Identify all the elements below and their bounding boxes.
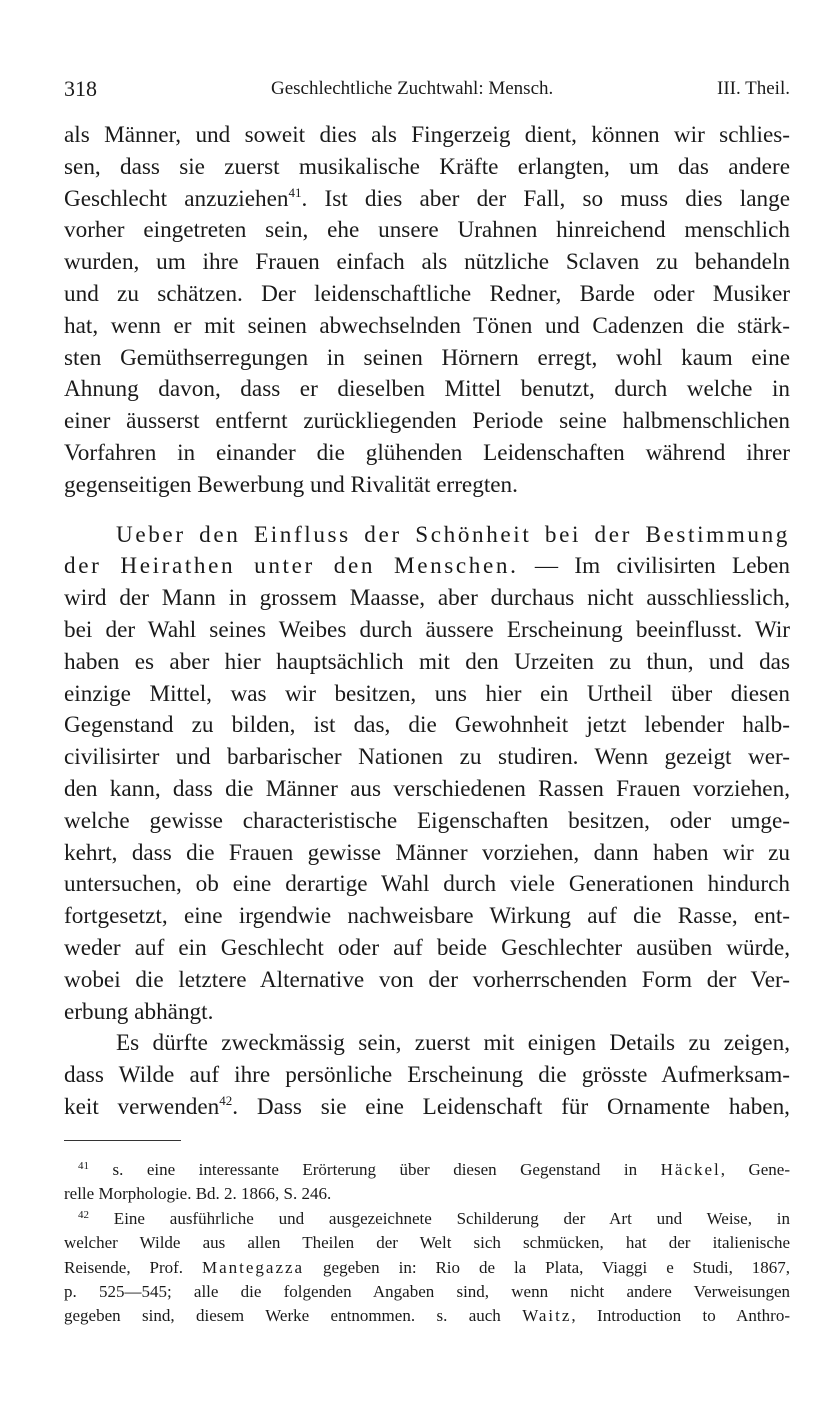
text-line: einzige Mittel, was wir besitzen, uns hier ein Urtheil über diesen — [64, 680, 790, 707]
footnote-mark: 42 — [78, 1208, 89, 1221]
text-line — [64, 551, 790, 583]
text-line: welche gewisse characteristische Eigenschaften besitzen, oder umge- — [64, 807, 790, 834]
text-line: sen, dass sie zuerst musikalische Kräfte erlangten, um das andere — [64, 153, 790, 180]
text-line: einer äusserst entfernt zurückliegenden Periode seine halbmenschlichen — [64, 408, 790, 435]
footnote-line: welcher Wilde aus allen Theilen der Welt sich schmücken, hat der italienische — [64, 1233, 790, 1253]
footnote-line — [64, 1207, 790, 1231]
text-line: gegenseitigen Bewerbung und Rivalität erregten. — [64, 471, 518, 498]
text-line: Gegenstand zu bilden, ist das, die Gewohnheit jetzt lebender halb- — [64, 712, 790, 739]
footnote-41 — [64, 1158, 790, 1207]
section-heading-end: der Heirathen unter den Menschen. — [64, 553, 519, 580]
text-line: fortgesetzt, eine irgendwie nachweisbare Wirkung auf die Rasse, ent- — [64, 903, 790, 930]
text-line: wurden, um ihre Frauen einfach als nützliche Sclaven zu behandeln — [64, 249, 790, 276]
text-segment: gegeben in: Rio de la Plata, Viaggi e Studi, 1867, — [304, 1257, 791, 1277]
text-segment: Reisende, Prof. — [64, 1257, 202, 1277]
paragraph-2 — [64, 520, 790, 1029]
page-number: 318 — [64, 76, 97, 101]
text-line: haben es aber hier hauptsächlich mit den Urzeiten zu thun, und das — [64, 648, 790, 675]
text-line — [64, 1092, 790, 1124]
text-line: Vorfahren in einander die glühenden Leidenschaften während ihrer — [64, 439, 790, 466]
text-segment: — Im civilisirten Leben — [518, 553, 790, 580]
text-line: civilisirter und barbarischer Nationen zu studiren. Wenn gezeigt wer- — [64, 744, 790, 771]
text-line: untersuchen, ob eine derartige Wahl durch viele Generationen hindurch — [64, 871, 790, 898]
text-line: bei der Wahl seines Weibes durch äussere Erscheinung beeinflusst. Wir — [64, 616, 790, 643]
footnote-line: relle Morphologie. Bd. 2. 1866, S. 246. — [64, 1184, 332, 1204]
text-segment: Eine ausführliche und ausgezeichnete Schilderung der Art und Weise, in — [89, 1208, 790, 1228]
text-segment: Geschlecht anzuziehen — [64, 185, 289, 212]
footnote-line — [64, 1256, 790, 1280]
paragraph-1 — [64, 120, 790, 502]
text-line: erbung abhängt. — [64, 998, 214, 1025]
footnote-divider — [64, 1140, 181, 1141]
footnote-ref-41[interactable]: 41 — [288, 184, 302, 200]
text-line: Ahnung davon, dass er dieselben Mittel benutzt, durch welche in — [64, 376, 790, 403]
author-name: Häckel — [660, 1160, 721, 1179]
text-line: hat, wenn er mit seinen abwechselnden Tönen und Cadenzen die stärk- — [64, 312, 790, 339]
text-line: als Männer, und soweit dies als Fingerzeig dient, können wir schlies- — [64, 122, 790, 148]
text-segment: s. eine interessante Erörterung über diesen Gegenstand in — [89, 1160, 661, 1179]
text-segment: , Gene- — [720, 1160, 791, 1179]
section-heading-line: Ueber den Einfluss der Schönheit bei der Bestimmung — [116, 521, 790, 548]
footnotes — [64, 1158, 790, 1329]
text-line: den kann, dass die Männer aus verschiedenen Rassen Frauen vorziehen, — [64, 775, 790, 802]
text-line: weder auf ein Geschlecht oder auf beide Geschlechter ausüben würde, — [64, 934, 790, 961]
paragraph-gap — [64, 502, 790, 520]
paragraph-3 — [64, 1028, 790, 1123]
author-name: Mantegazza — [201, 1257, 305, 1277]
footnote-line — [64, 1158, 790, 1182]
footnote-ref-42[interactable]: 42 — [219, 1092, 233, 1108]
text-line: wird der Mann in grossem Maasse, aber durchaus nicht ausschliesslich, — [64, 585, 790, 612]
text-line: und zu schätzen. Der leidenschaftliche Redner, Barde oder Musiker — [64, 280, 790, 307]
footnote-42 — [64, 1207, 790, 1329]
text-segment: keit verwenden — [64, 1093, 220, 1120]
text-line — [64, 184, 790, 216]
text-segment: gegeben sind, diesem Werke entnommen. s. auch — [64, 1306, 523, 1326]
footnote-line: p. 525—545; alle die folgenden Angaben sind, wenn nicht andere Verweisungen — [64, 1281, 790, 1301]
text-line: dass Wilde auf ihre persönliche Erscheinung die grösste Aufmerksam- — [64, 1062, 790, 1089]
footnote-mark: 41 — [78, 1160, 89, 1172]
footnote-line — [64, 1304, 790, 1328]
main-text — [64, 120, 790, 1124]
text-line: sten Gemüthserregungen in seinen Hörnern erregt, wohl kaum eine — [64, 344, 790, 371]
text-line: kehrt, dass die Frauen gewisse Männer vorziehen, dann haben wir zu — [64, 839, 790, 866]
author-name: Waitz — [522, 1306, 572, 1326]
page-header — [64, 76, 790, 106]
running-title: Geschlechtliche Zuchtwahl: Mensch. — [271, 78, 554, 99]
text-line: Es dürfte zweckmässig sein, zuerst mit einigen Details zu zeigen, — [116, 1030, 790, 1057]
text-line: vorher eingetreten sein, ehe unsere Urahnen hinreichend menschlich — [64, 217, 790, 244]
text-segment: , Introduction to Anthro- — [571, 1306, 790, 1326]
part-label: III. Theil. — [717, 78, 790, 99]
text-line: wobei die letztere Alternative von der vorherrschenden Form der Ver- — [64, 966, 790, 993]
text-segment: . Ist dies aber der Fall, so muss dies lange — [301, 185, 790, 212]
text-segment: . Dass sie eine Leidenschaft für Ornamente haben, — [232, 1093, 790, 1120]
